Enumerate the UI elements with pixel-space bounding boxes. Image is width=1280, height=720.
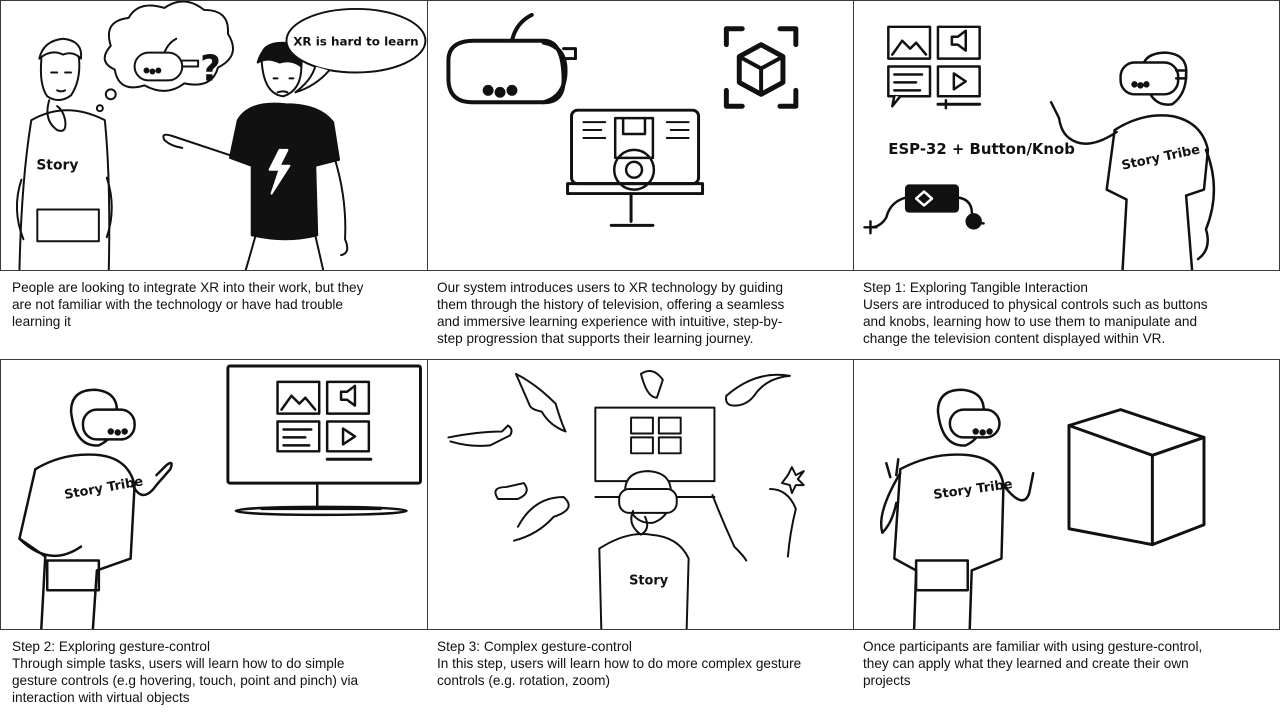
svg-text:?: ? bbox=[200, 48, 221, 90]
panel-2-caption bbox=[437, 279, 847, 347]
create-project-illustration bbox=[854, 360, 1279, 629]
panel-4-caption bbox=[12, 638, 422, 706]
vr-headset-monitor-illustration bbox=[428, 1, 853, 270]
shirt-text: Story Tribe bbox=[1120, 142, 1202, 174]
tangible-interaction-illustration bbox=[854, 1, 1279, 270]
shirt-text: Story bbox=[36, 157, 79, 174]
caption-line: and knobs, learning how to use them to manipulate and bbox=[863, 314, 1198, 329]
caption-line: Step 1: Exploring Tangible Interaction bbox=[863, 280, 1088, 295]
speech-bubble-text: XR is hard to learn bbox=[293, 34, 419, 49]
caption-line: In this step, users will learn how to do more complex gesture bbox=[437, 656, 802, 671]
caption-line: controls (e.g. rotation, zoom) bbox=[437, 673, 611, 688]
caption-line: and immersive learning experience with intuitive, step-by- bbox=[437, 314, 783, 329]
caption-line: they can apply what they learned and create their own bbox=[863, 656, 1189, 671]
caption-line: step progression that supports their learning journey. bbox=[437, 331, 754, 346]
caption-line: learning it bbox=[12, 314, 71, 329]
caption-line: projects bbox=[863, 673, 911, 688]
panel-3-illustration bbox=[853, 0, 1280, 271]
caption-line: Step 3: Complex gesture-control bbox=[437, 639, 632, 654]
panel-4-illustration bbox=[0, 359, 428, 630]
panel-6-caption bbox=[863, 638, 1273, 689]
caption-line: Step 2: Exploring gesture-control bbox=[12, 639, 210, 654]
caption-line: Our system introduces users to XR technology by guiding bbox=[437, 280, 784, 295]
caption-line: interaction with virtual objects bbox=[12, 690, 190, 705]
caption-line: People are looking to integrate XR into their work, but they bbox=[12, 280, 364, 295]
caption-line: change the television content displayed within VR. bbox=[863, 331, 1166, 346]
panel-5-illustration bbox=[427, 359, 854, 630]
panel-1-illustration bbox=[0, 0, 428, 271]
device-label: ESP-32 + Button/Knob bbox=[888, 139, 1075, 158]
shirt-text: Story Tribe bbox=[932, 476, 1014, 503]
panel-1-caption bbox=[12, 279, 422, 330]
panel-3-caption bbox=[863, 279, 1273, 347]
shirt-text: Story bbox=[629, 573, 669, 589]
gesture-tv-illustration bbox=[1, 360, 427, 629]
panel-6-illustration bbox=[853, 359, 1280, 630]
panel-2-illustration bbox=[427, 0, 854, 271]
caption-line: Through simple tasks, users will learn how to do simple bbox=[12, 656, 345, 671]
shirt-text: Story Tribe bbox=[63, 474, 145, 503]
confused-people-illustration bbox=[1, 1, 427, 270]
panel-5-caption bbox=[437, 638, 847, 689]
caption-line: Users are introduced to physical controls such as buttons bbox=[863, 297, 1208, 312]
caption-line: Once participants are familiar with using gesture-control, bbox=[863, 639, 1203, 654]
caption-line: them through the history of television, offering a seamless bbox=[437, 297, 785, 312]
complex-gesture-illustration bbox=[428, 360, 853, 629]
caption-line: gesture controls (e.g hovering, touch, point and pinch) via bbox=[12, 673, 359, 688]
caption-line: are not familiar with the technology or have had trouble bbox=[12, 297, 343, 312]
